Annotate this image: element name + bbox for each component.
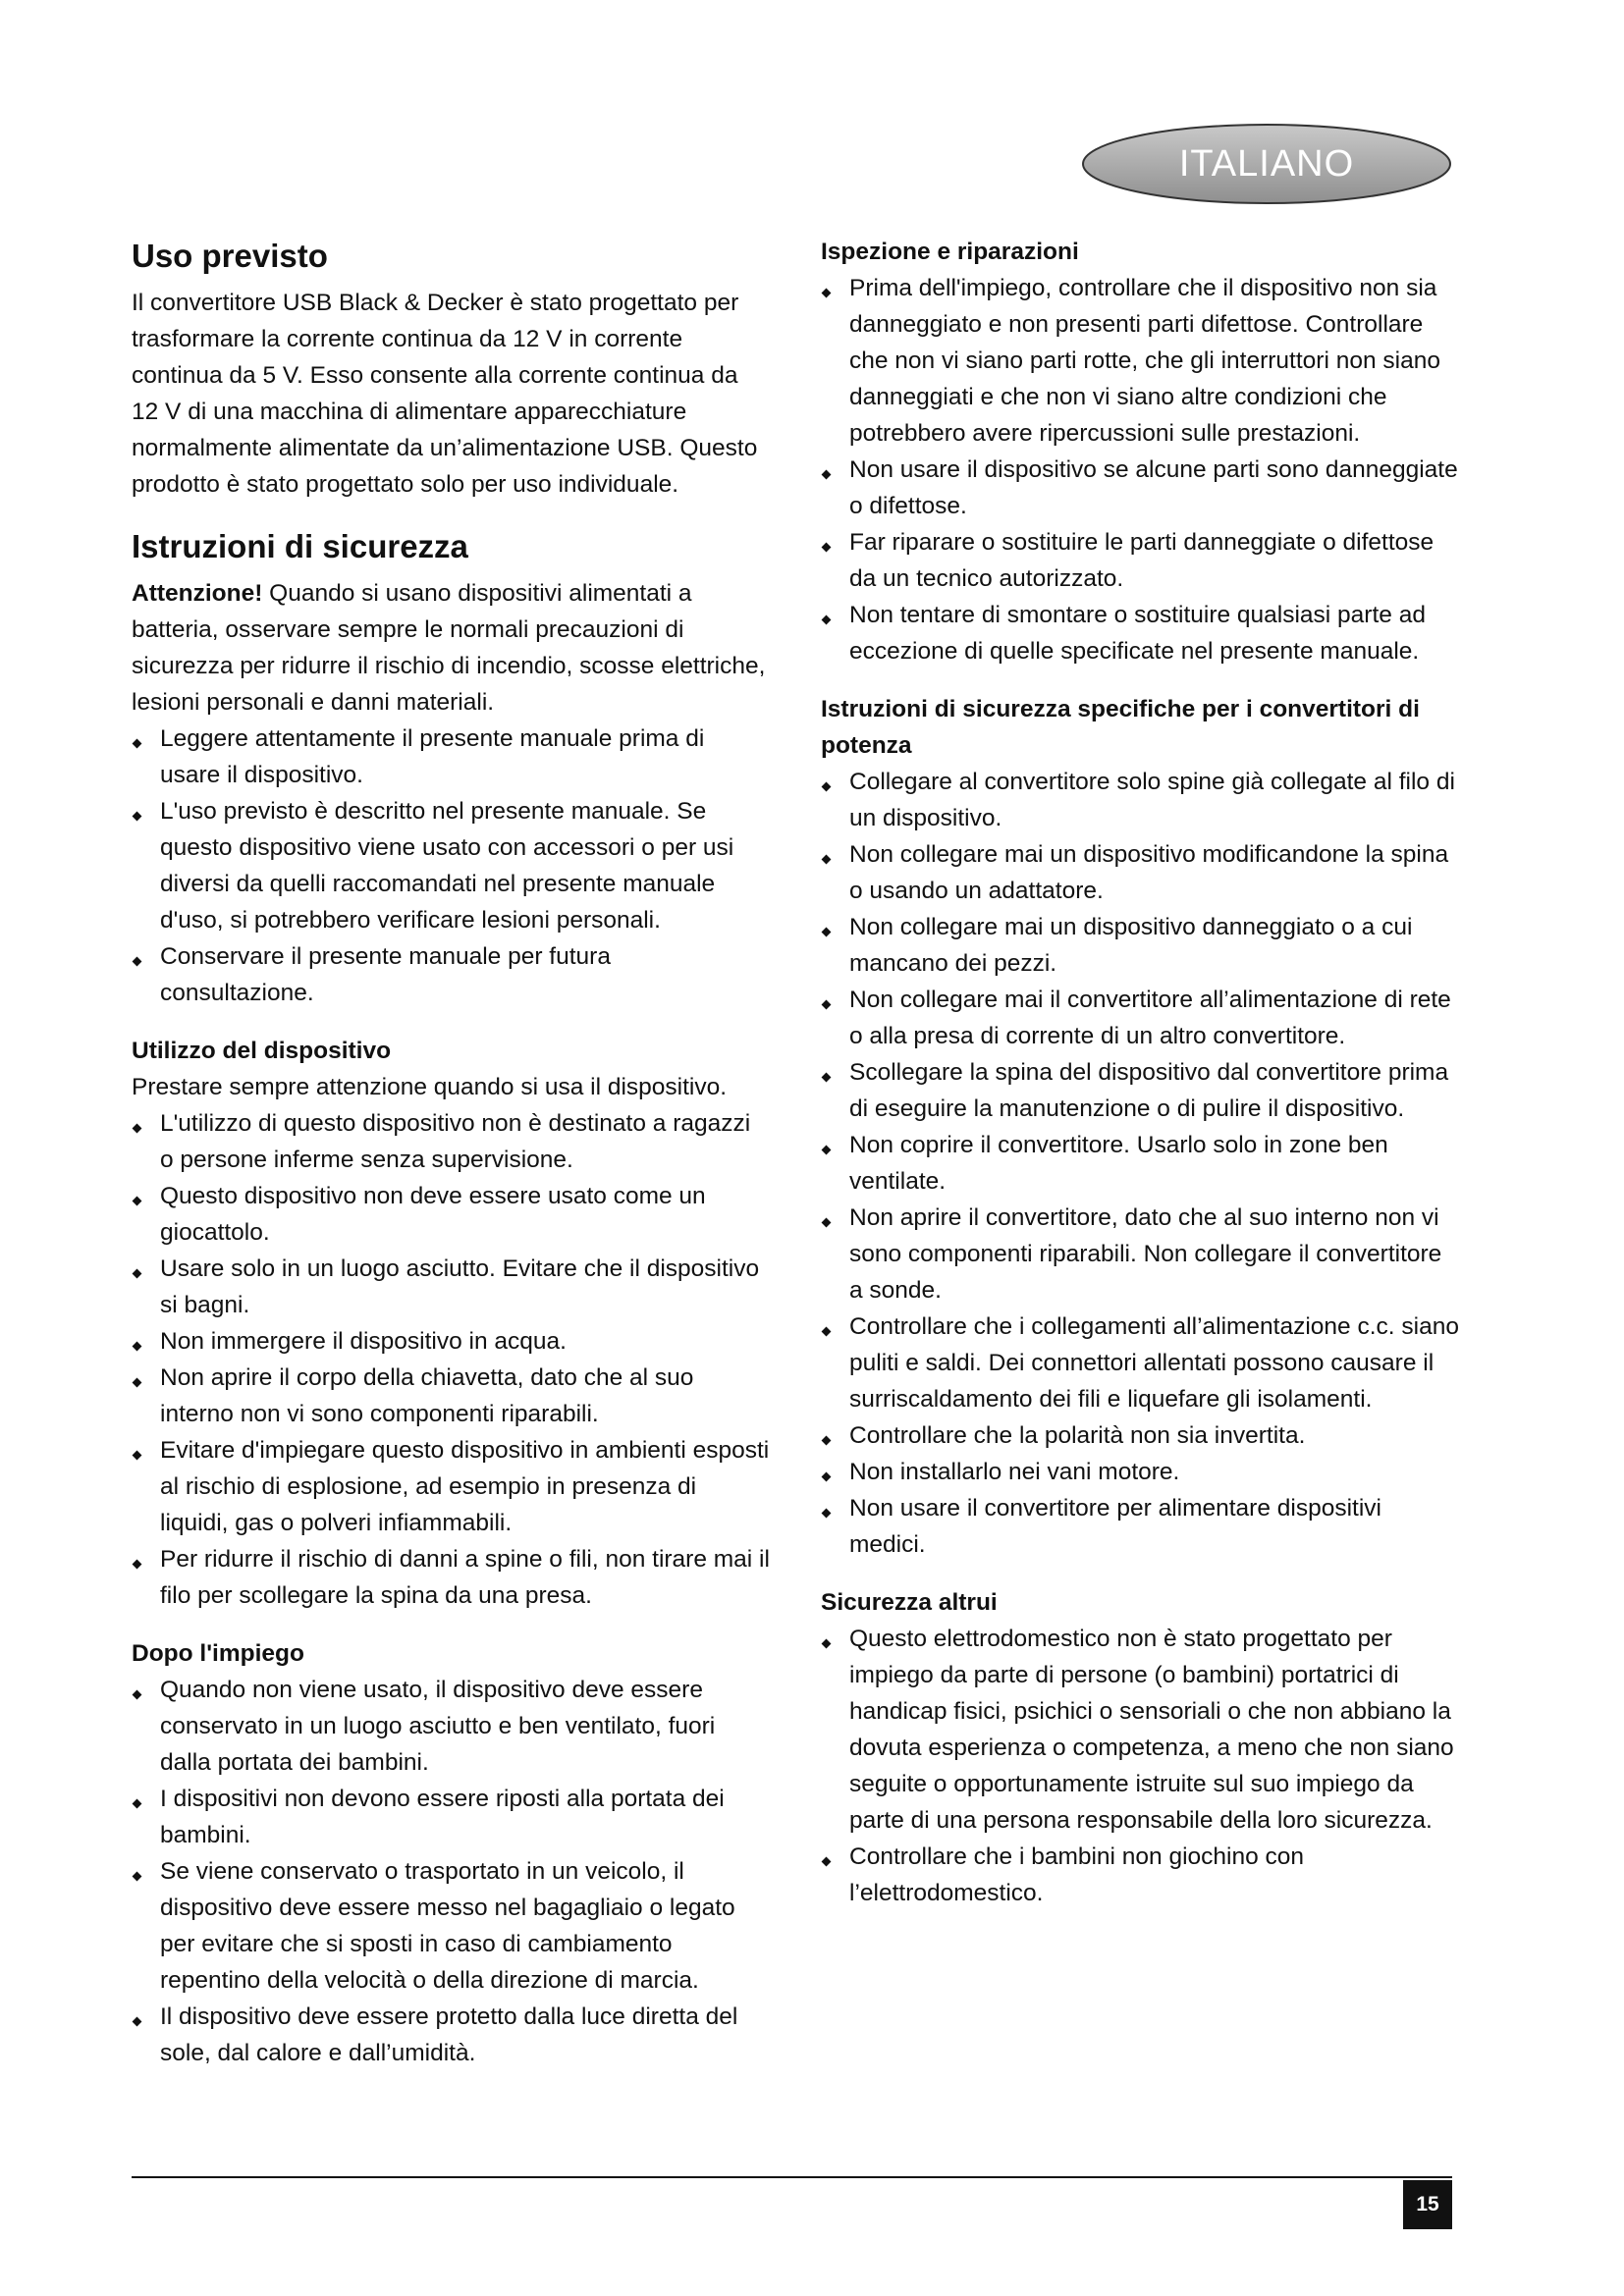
dopo-impiego-list <box>132 1672 770 2071</box>
list-item: Questo dispositivo non deve essere usato come un giocattolo. <box>132 1178 770 1251</box>
sicurezza-altrui-list <box>821 1621 1459 1911</box>
list-item: Non collegare mai un dispositivo danneggiato o a cui mancano dei pezzi. <box>821 909 1459 982</box>
list-item: Questo elettrodomestico non è stato progettato per impiego da parte di persone (o bambini) portatrici di handicap fisici, psichici o sensoriali o che non abbiano la dovuta esperienza o competenza, a meno che non siano seguite o opportunamente istruite sul suo impiego da parte di una persona responsabile della loro sicurezza. <box>821 1621 1459 1839</box>
footer-rule <box>132 2176 1452 2178</box>
list-item: Non coprire il convertitore. Usarlo solo in zone ben ventilate. <box>821 1127 1459 1200</box>
list-item: Far riparare o sostituire le parti danneggiate o difettose da un tecnico autorizzato. <box>821 524 1459 597</box>
left-column <box>132 234 770 2071</box>
list-item: Quando non viene usato, il dispositivo deve essere conservato in un luogo asciutto e ben ventilato, fuori dalla portata dei bambini. <box>132 1672 770 1781</box>
language-label: ITALIANO <box>1178 143 1355 185</box>
list-item: Evitare d'impiegare questo dispositivo in ambienti esposti al rischio di esplosione, ad esempio in presenza di liquidi, gas o polveri infiammabili. <box>132 1432 770 1541</box>
list-item: Conservare il presente manuale per futura consultazione. <box>132 938 770 1011</box>
list-item: L'uso previsto è descritto nel presente manuale. Se questo dispositivo viene usato con accessori o per usi diversi da quelli raccomandati nel presente manuale d'uso, si potrebbero verificare lesioni personali. <box>132 793 770 938</box>
list-item: Non aprire il convertitore, dato che al suo interno non vi sono componenti riparabili. Non collegare il convertitore a sonde. <box>821 1200 1459 1308</box>
convertitori-list <box>821 764 1459 1563</box>
list-item: Non installarlo nei vani motore. <box>821 1454 1459 1490</box>
ispezione-list <box>821 270 1459 669</box>
ispezione-title: Ispezione e riparazioni <box>821 239 1079 265</box>
uso-previsto-title: Uso previsto <box>132 238 328 274</box>
list-item: Non tentare di smontare o sostituire qualsiasi parte ad eccezione di quelle specificate nel presente manuale. <box>821 597 1459 669</box>
list-item: Controllare che i collegamenti all’alimentazione c.c. siano puliti e saldi. Dei connettori allentati possono causare il surriscaldamento dei fili e liquefare gli isolamenti. <box>821 1308 1459 1417</box>
list-item: Controllare che i bambini non giochino con l’elettrodomestico. <box>821 1839 1459 1911</box>
sicurezza-altrui-title: Sicurezza altrui <box>821 1589 998 1616</box>
istruzioni-sicurezza-title: Istruzioni di sicurezza <box>132 528 468 564</box>
list-item: Collegare al convertitore solo spine già collegate al filo di un dispositivo. <box>821 764 1459 836</box>
utilizzo-list <box>132 1105 770 1614</box>
list-item: Leggere attentamente il presente manuale prima di usare il dispositivo. <box>132 721 770 793</box>
language-badge <box>1080 122 1453 206</box>
list-item: Il dispositivo deve essere protetto dalla luce diretta del sole, dal calore e dall’umidità. <box>132 1999 770 2071</box>
list-item: Se viene conservato o trasportato in un veicolo, il dispositivo deve essere messo nel bagagliaio o legato per evitare che si sposti in caso di cambiamento repentino della velocità o della direzione di marcia. <box>132 1853 770 1999</box>
list-item: Controllare che la polarità non sia invertita. <box>821 1417 1459 1454</box>
list-item: I dispositivi non devono essere riposti alla portata dei bambini. <box>132 1781 770 1853</box>
list-item: Non collegare mai un dispositivo modificandone la spina o usando un adattatore. <box>821 836 1459 909</box>
list-item: Non collegare mai il convertitore all’alimentazione di rete o alla presa di corrente di un altro convertitore. <box>821 982 1459 1054</box>
list-item: L'utilizzo di questo dispositivo non è destinato a ragazzi o persone inferme senza supervisione. <box>132 1105 770 1178</box>
list-item: Non usare il dispositivo se alcune parti sono danneggiate o difettose. <box>821 452 1459 524</box>
utilizzo-intro: Prestare sempre attenzione quando si usa il dispositivo. <box>132 1074 728 1100</box>
attenzione-paragraph <box>132 575 770 721</box>
utilizzo-title: Utilizzo del dispositivo <box>132 1038 392 1064</box>
page-number: 15 <box>1403 2180 1452 2229</box>
list-item: Non immergere il dispositivo in acqua. <box>132 1323 770 1360</box>
uso-previsto-text: Il convertitore USB Black & Decker è stato progettato per trasformare la corrente continua da 12 V in corrente continua da 5 V. Esso consente alla corrente continua da 12 V di una macchina di alimentare apparecchiature normalmente alimentate da un’alimentazione USB. Questo prodotto è stato progettato solo per uso individuale. <box>132 290 758 498</box>
right-column <box>821 234 1459 1911</box>
sicurezza-list <box>132 721 770 1011</box>
attenzione-label: Attenzione! <box>132 580 263 607</box>
list-item: Non usare il convertitore per alimentare dispositivi medici. <box>821 1490 1459 1563</box>
list-item: Scollegare la spina del dispositivo dal convertitore prima di eseguire la manutenzione o di pulire il dispositivo. <box>821 1054 1459 1127</box>
dopo-impiego-title: Dopo l'impiego <box>132 1640 304 1667</box>
list-item: Usare solo in un luogo asciutto. Evitare che il dispositivo si bagni. <box>132 1251 770 1323</box>
convertitori-title: Istruzioni di sicurezza specifiche per i convertitori di potenza <box>821 696 1420 759</box>
attenzione-text: Quando si usano dispositivi alimentati a batteria, osservare sempre le normali precauzioni di sicurezza per ridurre il rischio di incendio, scosse elettriche, lesioni personali e danni materiali. <box>132 580 766 716</box>
list-item: Per ridurre il rischio di danni a spine o fili, non tirare mai il filo per scollegare la spina da una presa. <box>132 1541 770 1614</box>
list-item: Non aprire il corpo della chiavetta, dato che al suo interno non vi sono componenti riparabili. <box>132 1360 770 1432</box>
list-item: Prima dell'impiego, controllare che il dispositivo non sia danneggiato e non presenti parti difettose. Controllare che non vi siano parti rotte, che gli interruttori non siano danneggiati e che non vi siano altre condizioni che potrebbero avere ripercussioni sulle prestazioni. <box>821 270 1459 452</box>
